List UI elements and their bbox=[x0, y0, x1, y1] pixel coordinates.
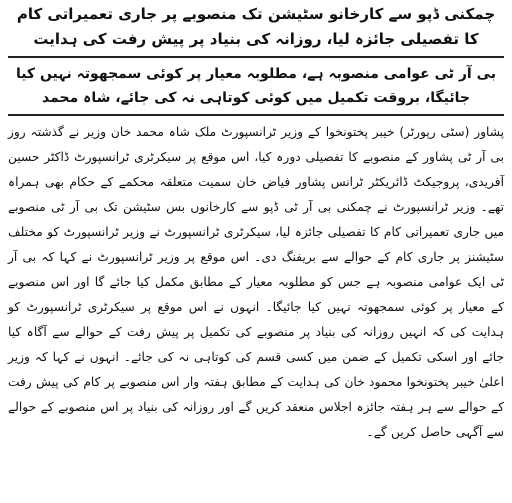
article-headline: چمکنی ڈپو سے کارخانو سٹیشن تک منصوبے پر جاری تعمیراتی کام کا تفصیلی جائزہ لیا، روزانہ کی بنیاد پر پیش رفت کی ہدایت bbox=[16, 5, 496, 48]
article-subheadline: بی آر ٹی عوامی منصوبہ ہے، مطلوبہ معیار پر کوئی سمجھوتہ نہیں کیا جائیگا، بروقت تکمیل میں کوئی کوتاہی نہ کی جائے، شاہ محمد bbox=[15, 66, 497, 106]
headline-divider bbox=[8, 56, 504, 58]
subheadline-divider bbox=[8, 114, 504, 116]
article-body: پشاور (سٹی رپورٹر) خیبر پختونخوا کے وزیر ٹرانسپورٹ ملک شاہ محمد خان وزیر نے گذشتہ روز بی آر ٹی پشاور کے منصوبے کا تفصیلی دورہ کیا، اس موقع پر سیکرٹری ٹرانسپورٹ ڈاکٹر حسین آفریدی، پروجیکٹ ڈائریکٹر ٹرانس پشاور فیاض خان سمیت متعلقہ محکمے کے حکام بھی ہمراہ تھے۔ وزیر ٹرانسپورٹ نے چمکنی بی آر ٹی ڈپو سے کارخانوں بس سٹیشن تک بی آر ٹی منصوبے میں جاری تعمیراتی کام کا تفصیلی جائزہ لیا، سیکرٹری ٹرانسپورٹ نے وزیر ٹرانسپورٹ کو مختلف سٹیشنز پر جاری کام کے حوالے سے بریفنگ دی۔ اس موقع پر وزیر ٹرانسپورٹ نے کہا کہ بی آر ٹی ایک عوامی منصوبہ ہے جس کو مطلوبہ معیار کے مطابق مکمل کیا جائے گا اور اس منصوبے کے معیار پر کوئی سمجھوتہ نہیں کیا جائیگا۔ انہوں نے اس موقع پر سیکرٹری ٹرانسپورٹ کو ہدایت کی کہ انہیں روزانہ کی بنیاد پر منصوبے کی تکمیل پر پیش رفت کے حوالے سے آگاہ کیا جائے اور اسکی تکمیل کے ضمن میں کسی قسم کی کوتاہی نہ کی جائے۔ انہوں نے کہا کہ وزیر اعلیٰ خیبر پختونخوا محمود خان کی ہدایت کے مطابق ہفتہ وار اس منصوبے پر کام کی پیش رفت کے حوالے سے ہر ہفتہ جائزہ اجلاس منعقد کریں گے اور روزانہ کی بنیاد پر اس منصوبے کے حوالے سے آگہی حاصل کریں گے۔ bbox=[8, 125, 504, 439]
